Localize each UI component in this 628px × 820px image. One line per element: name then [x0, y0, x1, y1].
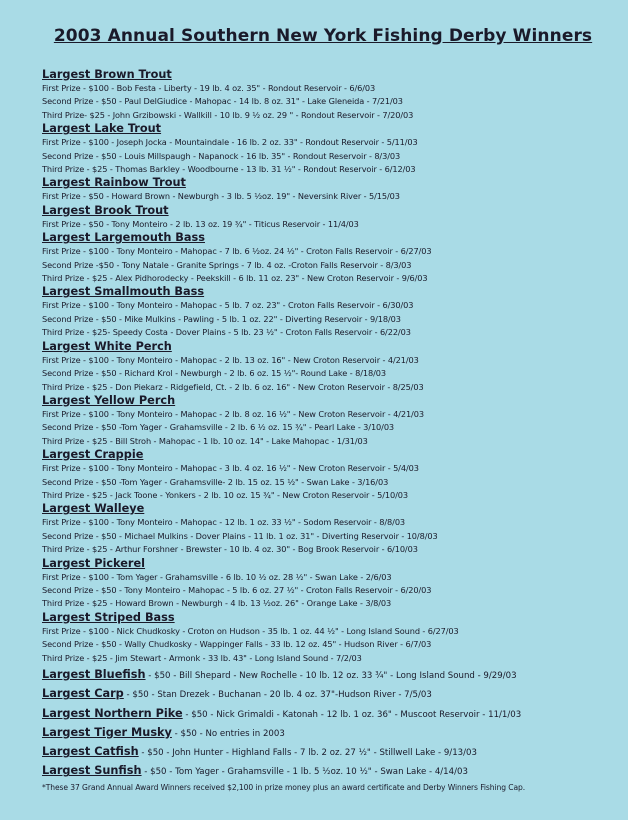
category-brook-trout	[42, 204, 612, 231]
category-white-perch	[42, 340, 612, 394]
page-title: 2003 Annual Southern New York Fishing Derby Winners	[53, 26, 593, 46]
category-heading: Largest Yellow Perch	[42, 393, 176, 407]
entry-line: Third Prize- $25 - John Grzibowski - Wallkill - 10 lb. 9 ½ oz. 29 " - Rondout Reservoir - 7/20/03	[42, 109, 414, 120]
category-smallmouth-bass	[42, 285, 612, 339]
category-heading: Largest Crappie	[42, 448, 144, 462]
category-heading: Largest Brown Trout	[42, 68, 172, 81]
category-yellow-perch	[42, 394, 612, 448]
entry-line: Second Prize - $50 -Tom Yager - Grahamsville- 2 lb. 15 oz. 15 ½" - Swan Lake - 3/16/03	[42, 476, 389, 487]
entry-line: First Prize - $100 - Tony Monteiro - Mahopac - 2 lb. 13 oz. 16" - New Croton Reservoir - 4/21/03	[42, 354, 419, 365]
entry-line: Second Prize - $50 -Tom Yager - Grahamsville - 2 lb. 6 ½ oz. 15 ¾" - Pearl Lake - 3/10/03	[42, 422, 395, 433]
entry-line: Second Prize - $50 - Paul DelGiudice - Mahopac - 14 lb. 8 oz. 31" - Lake Gleneida - 7/21/03	[42, 96, 403, 107]
category-walleye	[42, 502, 612, 556]
entry-line: Second Prize - $50 - Tony Monteiro - Mahopac - 5 lb. 6 oz. 27 ½" - Croton Falls Reservoir - 6/20/03	[42, 584, 432, 595]
category-heading: Largest Sunfish	[42, 764, 142, 778]
entry-line: First Prize - $100 - Bob Festa - Liberty - 19 lb. 4 oz. 35" - Rondout Reservoir - 6/6/03	[42, 83, 376, 93]
category-heading: Largest Bluefish	[42, 668, 146, 681]
entry-line: First Prize - $100 - Tony Monteiro - Mahopac - 5 lb. 7 oz. 23" - Croton Falls Reservoir - 6/30/03	[42, 300, 414, 311]
category-heading: Largest Lake Trout	[42, 122, 162, 136]
entry-line: Second Prize - $50 - Richard Krol - Newburgh - 2 lb. 6 oz. 15 ½"- Round Lake - 8/18/03	[42, 368, 386, 379]
category-brown-trout	[42, 68, 612, 122]
category-heading: Largest Carp	[42, 687, 124, 701]
category-heading: Largest White Perch	[42, 339, 172, 353]
entry-line: First Prize - $100 - Nick Chudkosky - Croton on Hudson - 35 lb. 1 oz. 44 ½" - Long Island Sound - 6/27/03	[42, 625, 459, 636]
entry-line: Third Prize - $25 - Don Piekarz - Ridgefield, Ct. - 2 lb. 6 oz. 16" - New Croton Reservoir - 8/25/03	[42, 381, 424, 392]
entry-line: Second Prize - $50 - Louis Millspaugh - Napanock - 16 lb. 35" - Rondout Reservoir - 8/3/03	[42, 150, 401, 161]
category-bluefish	[42, 665, 612, 684]
category-tiger-musky	[42, 723, 612, 742]
category-largemouth-bass	[42, 231, 612, 285]
entry-line: - $50 - John Hunter - Highland Falls - 7 lb. 2 oz. 27 ½" - Stillwell Lake - 9/13/03	[138, 748, 477, 759]
entry-line: Third Prize - $25 - Thomas Barkley - Woodbourne - 13 lb. 31 ½" - Rondout Reservoir - 6/12/03	[42, 164, 416, 175]
category-sunfish	[42, 761, 612, 780]
entry-line: Third Prize - $25- Speedy Costa - Dover Plains - 5 lb. 23 ½" - Croton Falls Reservoir - 6/22/03	[42, 327, 411, 338]
entry-line: Second Prize - $50 - Mike Mulkins - Pawling - 5 lb. 1 oz. 22" - Diverting Reservoir - 9/18/03	[42, 313, 401, 324]
entry-line: First Prize - $100 - Tom Yager - Grahamsville - 6 lb. 10 ½ oz. 28 ½" - Swan Lake - 2/6/03	[42, 571, 392, 582]
category-heading: Largest Walleye	[42, 502, 145, 516]
category-heading: Largest Largemouth Bass	[42, 231, 205, 245]
entry-line: - $50 - Bill Shepard - New Rochelle - 10 lb. 12 oz. 33 ¾" - Long Island Sound - 9/29/03	[145, 671, 517, 681]
category-heading: Largest Brook Trout	[42, 203, 169, 217]
entry-line: - $50 - Nick Grimaldi - Katonah - 12 lb. 1 oz. 36" - Muscoot Reservoir - 11/1/03	[182, 709, 522, 720]
footnote: *These 37 Grand Annual Award Winners received $2,100 in prize money plus an award certificate and Derby Winners Fishing Cap.	[42, 782, 526, 792]
category-heading: Largest Pickerel	[42, 556, 146, 570]
entry-line: Second Prize -$50 - Tony Natale - Granite Springs - 7 lb. 4 oz. -Croton Falls Reservoir - 8/3/03	[42, 259, 412, 270]
entry-line: Third Prize - $25 - Howard Brown - Newburgh - 4 lb. 13 ½oz. 26" - Orange Lake - 3/8/03	[42, 598, 392, 609]
category-crappie	[42, 448, 612, 502]
entry-line: - $50 - Stan Drezek - Buchanan - 20 lb. 4 oz. 37"-Hudson River - 7/5/03	[123, 690, 432, 701]
entry-line: - $50 - No entries in 2003	[171, 728, 285, 739]
category-heading: Largest Striped Bass	[42, 610, 175, 624]
entry-line: First Prize - $50 - Howard Brown - Newburgh - 3 lb. 5 ½oz. 19" - Neversink River - 5/15/03	[42, 191, 400, 202]
entry-line: First Prize - $50 - Tony Monteiro - 2 lb. 13 oz. 19 ¾" - Titicus Reservoir - 11/4/03	[42, 218, 359, 229]
inline-categories	[42, 665, 612, 781]
category-striped-bass	[42, 611, 612, 665]
category-pickerel	[42, 557, 612, 611]
entry-line: First Prize - $100 - Tony Monteiro - Mahopac - 2 lb. 8 oz. 16 ½" - New Croton Reservoir - 4/21/03	[42, 408, 424, 419]
category-heading: Largest Catfish	[42, 745, 139, 759]
entry-line: Third Prize - $25 - Jack Toone - Yonkers - 2 lb. 10 oz. 15 ¾" - New Croton Reservoir - 5/10/03	[42, 489, 409, 500]
category-northern-pike	[42, 704, 612, 723]
entry-line: First Prize - $100 - Joseph Jocka - Mountaindale - 16 lb. 2 oz. 33" - Rondout Reservoir - 5/11/03	[42, 137, 418, 148]
category-heading: Largest Rainbow Trout	[42, 176, 186, 190]
category-carp	[42, 684, 612, 703]
entry-line: Third Prize - $25 - Bill Stroh - Mahopac - 1 lb. 10 oz. 14" - Lake Mahopac - 1/31/03	[42, 435, 368, 446]
entry-line: Second Prize - $50 - Michael Mulkins - Dover Plains - 11 lb. 1 oz. 31" - Diverting Reservoir - 10/8/03	[42, 530, 438, 541]
category-heading: Largest Northern Pike	[42, 706, 183, 720]
category-rainbow-trout	[42, 176, 612, 203]
categories-list	[42, 68, 612, 665]
entry-line: Second Prize - $50 - Wally Chudkosky - Wappinger Falls - 33 lb. 12 oz. 45" - Hudson River - 6/7/03	[42, 639, 432, 650]
category-lake-trout	[42, 122, 612, 176]
entry-line: First Prize - $100 - Tony Monteiro - Mahopac - 7 lb. 6 ½oz. 24 ½" - Croton Falls Reservoir - 6/27/03	[42, 246, 432, 257]
entry-line: Third Prize - $25 - Arthur Forshner - Brewster - 10 lb. 4 oz. 30" - Bog Brook Reservoir - 6/10/03	[42, 544, 418, 555]
entry-line: Third Prize - $25 - Jim Stewart - Armonk - 33 lb. 43" - Long Island Sound - 7/2/03	[42, 652, 362, 663]
entry-line: First Prize - $100 - Tony Monteiro - Mahopac - 12 lb. 1 oz. 33 ½" - Sodom Reservoir - 8/8/03	[42, 517, 406, 528]
entry-line: Third Prize - $25 - Alex Pidhorodecky - Peekskill - 6 lb. 11 oz. 23" - New Croton Reservoir - 9/6/03	[42, 273, 428, 284]
category-heading: Largest Tiger Musky	[42, 725, 172, 739]
entry-line: First Prize - $100 - Tony Monteiro - Mahopac - 3 lb. 4 oz. 16 ½" - New Croton Reservoir - 5/4/03	[42, 463, 419, 474]
category-heading: Largest Smallmouth Bass	[42, 285, 205, 299]
category-catfish	[42, 742, 612, 761]
entry-line: - $50 - Tom Yager - Grahamsville - 1 lb. 5 ½oz. 10 ½" - Swan Lake - 4/14/03	[141, 767, 468, 778]
